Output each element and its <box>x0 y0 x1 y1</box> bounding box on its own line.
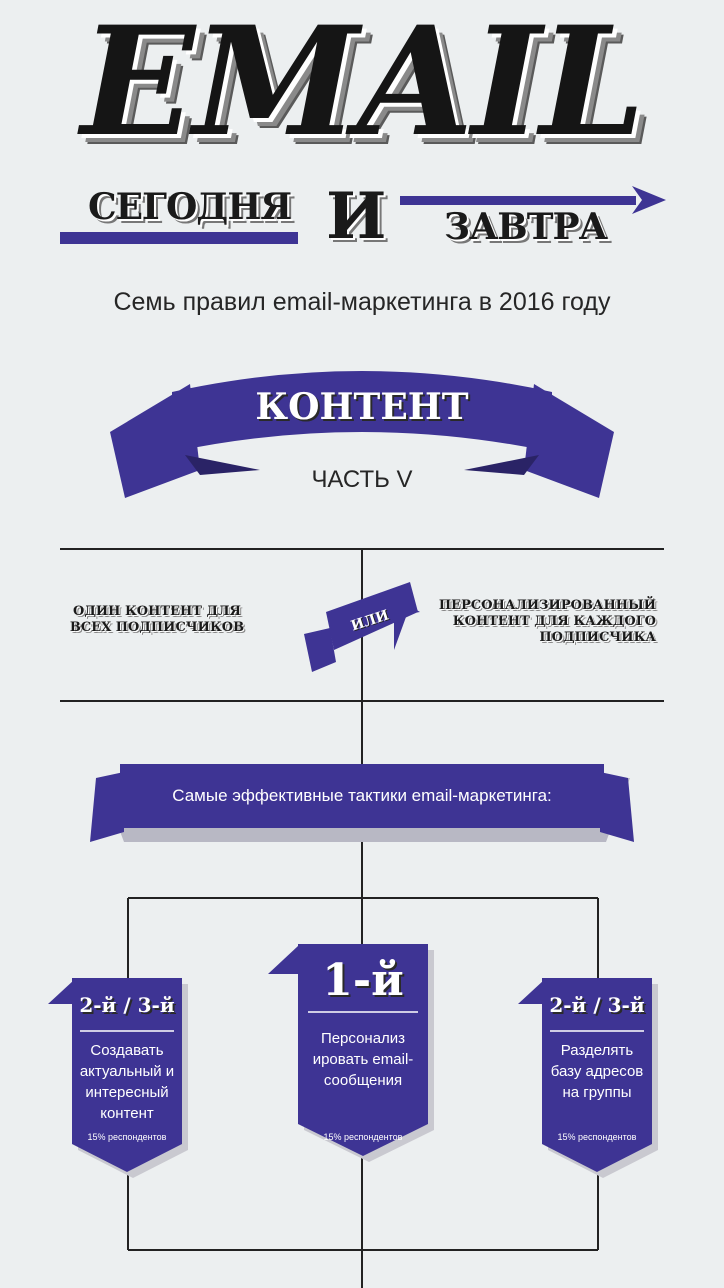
comparison-right: ПЕРСОНАЛИЗИРОВАННЫЙ КОНТЕНТ ДЛЯ КАЖДОГО ПОДПИСЧИКА <box>438 598 656 645</box>
ribbon-label: КОНТЕНТ <box>255 386 469 428</box>
card-3-rank: 2-й / 3-й <box>549 993 645 1017</box>
card-2-text: Персонализ ировать email- сообщения <box>312 1030 414 1089</box>
card-3-respondents: 15% респондентов <box>557 1132 637 1142</box>
word-and: И <box>326 179 387 254</box>
word-tomorrow: ЗАВТРА <box>444 206 607 248</box>
card-1-respondents: 15% респондентов <box>87 1132 167 1142</box>
email-title: EMAIL <box>80 0 644 170</box>
part-label: ЧАСТЬ V <box>311 466 413 493</box>
tactics-banner-text: Самые эффективные тактики email-маркетинга: <box>172 786 552 805</box>
comparison-or: ИЛИ <box>349 607 391 635</box>
word-today: СЕГОДНЯ <box>88 186 292 228</box>
today-underline-bar <box>60 232 298 244</box>
subtitle: Семь правил email-маркетинга в 2016 году <box>113 288 611 316</box>
card-3-text: Разделять базу адресов на группы <box>550 1042 644 1101</box>
tomorrow-arrow-head <box>632 186 666 214</box>
tomorrow-arrow-shaft <box>400 196 636 205</box>
card-2-respondents: 15% респондентов <box>323 1132 403 1142</box>
comparison-left: ОДИН КОНТЕНТ ДЛЯ ВСЕХ ПОДПИСЧИКОВ <box>69 604 245 635</box>
card-1-text: Создавать актуальный и интересный контент <box>79 1042 175 1122</box>
card-2-rank: 1-й <box>322 955 404 1006</box>
card-1-rank: 2-й / 3-й <box>79 993 175 1017</box>
